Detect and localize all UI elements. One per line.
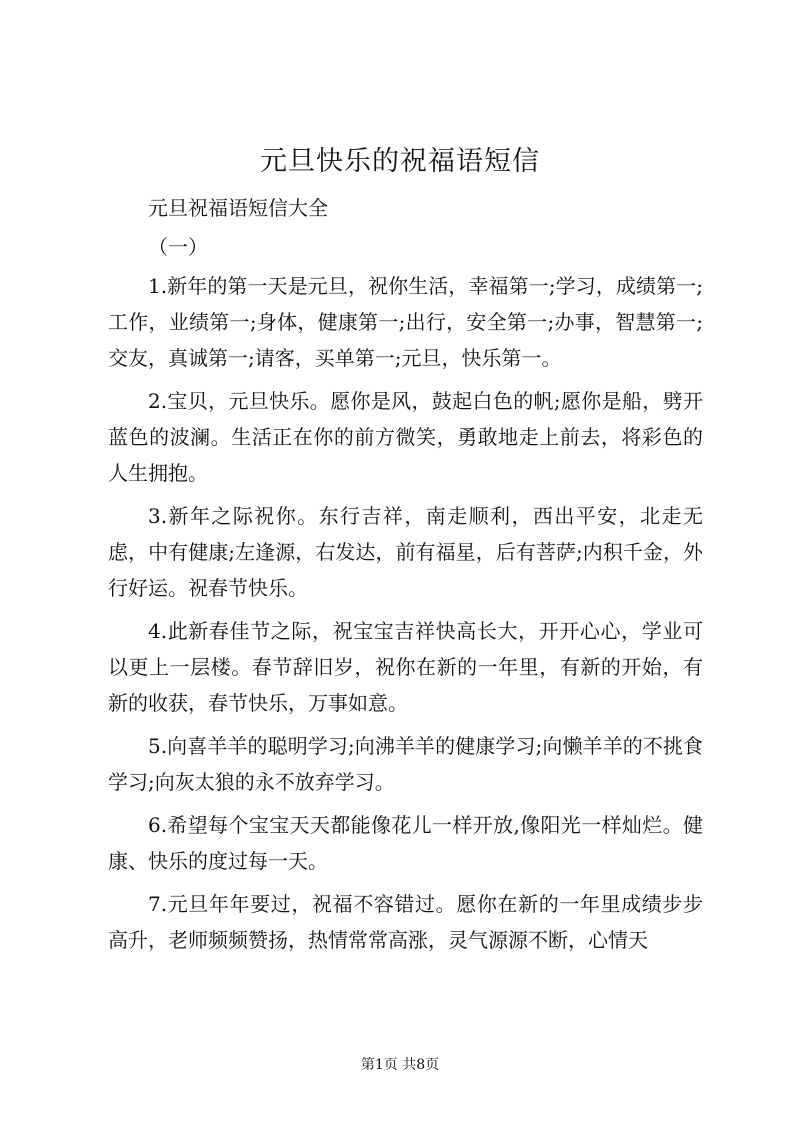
paragraph-5: 5.向喜羊羊的聪明学习;向沸羊羊的健康学习;向懒羊羊的不挑食学习;向灰太狼的永不放弃学习。 [108,734,703,794]
document-title: 元旦快乐的祝福语短信 [260,146,540,177]
paragraph-1: 1.新年的第一天是元旦，祝你生活，幸福第一;学习，成绩第一;工作，业绩第一;身体，健康第一;出行，安全第一;办事，智慧第一;交友，真诚第一;请客，买单第一;元旦，快乐第一。 [108,274,703,370]
page-footer: 第1页 共8页 [360,1057,440,1073]
paragraph-2: 2.宝贝，元旦快乐。愿你是风，鼓起白色的帆;愿你是船，劈开蓝色的波澜。生活正在你的前方微笑，勇敢地走上前去，将彩色的人生拥抱。 [108,389,703,485]
paragraph-3: 3.新年之际祝你。东行吉祥，南走顺利，西出平安，北走无虑，中有健康;左逢源，右发达，前有福星，后有菩萨;内积千金，外行好运。祝春节快乐。 [108,504,703,600]
section-heading: （一） [148,235,208,259]
paragraph-4: 4.此新春佳节之际，祝宝宝吉祥快高长大，开开心心，学业可以更上一层楼。春节辞旧岁，祝你在新的一年里，有新的开始，有新的收获，春节快乐，万事如意。 [108,619,703,715]
document-body [108,190,703,965]
document-subtitle: 元旦祝福语短信大全 [148,196,328,220]
paragraph-7: 7.元旦年年要过，祝福不容错过。愿你在新的一年里成绩步步高升，老师频频赞扬，热情常常高涨，灵气源源不断，心情天 [108,892,703,952]
paragraph-6: 6.希望每个宝宝天天都能像花儿一样开放,像阳光一样灿烂。健康、快乐的度过每一天。 [108,813,703,873]
